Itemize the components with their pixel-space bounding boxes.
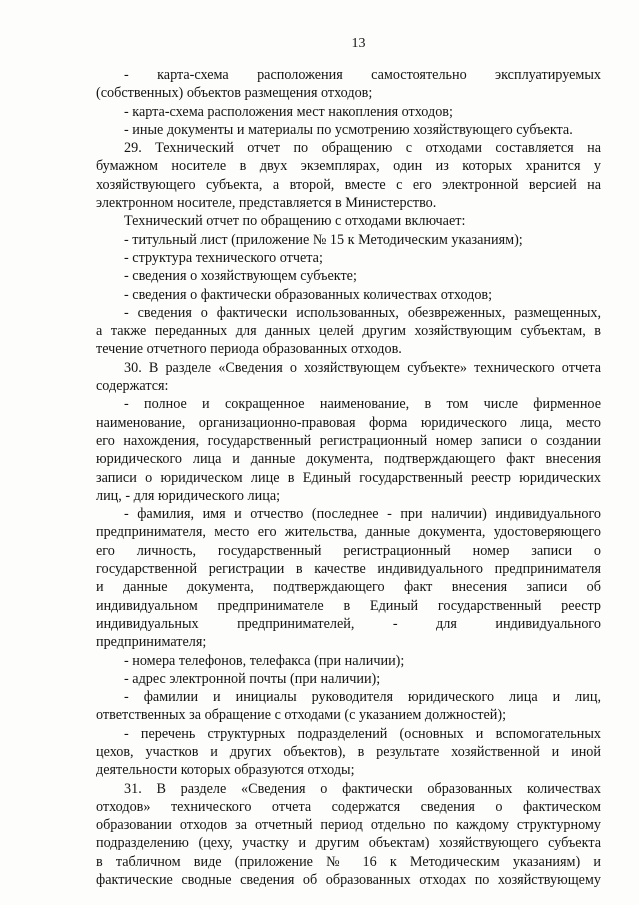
text-line: - полное и сокращенное наименование, в том числе фирменное (124, 396, 601, 413)
text-line: лиц, - для юридического лица; (96, 487, 281, 504)
text-line: предпринимателя, место его жительства, данные документа, удостоверяющего (96, 524, 601, 541)
text-line: - сведения о фактически использованных, обезвреженных, размещенных, (124, 304, 601, 321)
text-line: - адрес электронной почты (при наличии); (124, 670, 381, 687)
text-line: хозяйствующего субъекта, а второй, вместе с его электронной версией на (96, 176, 601, 193)
text-line: 30. В разделе «Сведения о хозяйствующем субъекте» технического отчета (124, 359, 601, 376)
text-line: а также переданных для данных целей другим хозяйствующим субъектам, в (96, 323, 601, 340)
text-line: - номера телефонов, телефакса (при наличии); (124, 652, 405, 669)
text-line: - фамилия, имя и отчество (последнее - при наличии) индивидуального (124, 506, 601, 523)
text-line: его нахождения, государственный регистрационный номер записи о создании (96, 432, 601, 449)
text-line: наименование, организационно-правовая форма юридического лица, место (96, 414, 601, 431)
text-line: деятельности которых образуются отходы; (96, 762, 355, 779)
text-line: - фамилии и инициалы руководителя юридического лица и лиц, (124, 689, 601, 706)
text-line: государственной регистрации в качестве индивидуального предпринимателя (96, 561, 601, 578)
text-line: предпринимателя; (96, 634, 207, 651)
text-line: (собственных) объектов размещения отходов; (96, 85, 373, 102)
text-line: подразделению (цеху, участку и другим объектам) хозяйствующего субъекта (96, 835, 601, 852)
text-line: образовании отходов за отчетный период отдельно по каждому структурному (96, 817, 601, 834)
text-line: его личность, государственный регистрационный номер записи о (96, 542, 601, 559)
document-body (96, 66, 601, 889)
text-line: - структура технического отчета; (124, 249, 323, 266)
text-line: - иные документы и материалы по усмотрению хозяйствующего субъекта. (124, 121, 573, 138)
text-line: - сведения о фактически образованных количествах отходов; (124, 286, 493, 303)
text-line: 29. Технический отчет по обращению с отходами составляется на (124, 140, 601, 157)
text-line: Технический отчет по обращению с отходами включает: (124, 213, 466, 230)
page-number: 13 (351, 36, 366, 51)
text-line: отходов» технического отчета содержатся сведения о фактическом (96, 798, 601, 815)
text-line: цехов, участков и других объектов), в результате хозяйственной и иной (96, 743, 601, 760)
text-line: индивидуальных предпринимателей, - для индивидуального (96, 615, 601, 632)
text-line: бумажном носителе в двух экземплярах, один из которых хранится у (96, 158, 601, 175)
text-line: в табличном виде (приложение № 16 к Методическим указаниям) и (96, 853, 601, 870)
text-line: юридического лица и данные документа, подтверждающего факт внесения (96, 451, 601, 468)
text-line: индивидуальном предпринимателе в Единый государственный реестр (96, 597, 601, 614)
text-line: - карта-схема расположения мест накопления отходов; (124, 103, 453, 120)
text-line: - перечень структурных подразделений (основных и вспомогательных (124, 725, 601, 742)
text-line: течение отчетного периода образованных отходов. (96, 341, 402, 358)
text-line: - сведения о хозяйствующем субъекте; (124, 268, 357, 285)
text-line: - титульный лист (приложение № 15 к Методическим указаниям); (124, 231, 523, 248)
text-line: - карта-схема расположения самостоятельно эксплуатируемых (124, 67, 601, 83)
text-line: записи о юридическом лице в Единый государственный реестр юридических (96, 469, 601, 486)
text-line: фактические сводные сведения об образованных отходах по хозяйствующему (96, 872, 601, 889)
text-line: электронном носителе, представляется в Министерство. (96, 195, 437, 212)
text-line: 31. В разделе «Сведения о фактически образованных количествах (124, 780, 601, 797)
text-line: ответственных за обращение с отходами (с указанием должностей); (96, 707, 507, 724)
text-line: и данные документа, подтверждающего факт внесения записи об (96, 579, 601, 596)
text-line: содержатся: (96, 378, 169, 395)
